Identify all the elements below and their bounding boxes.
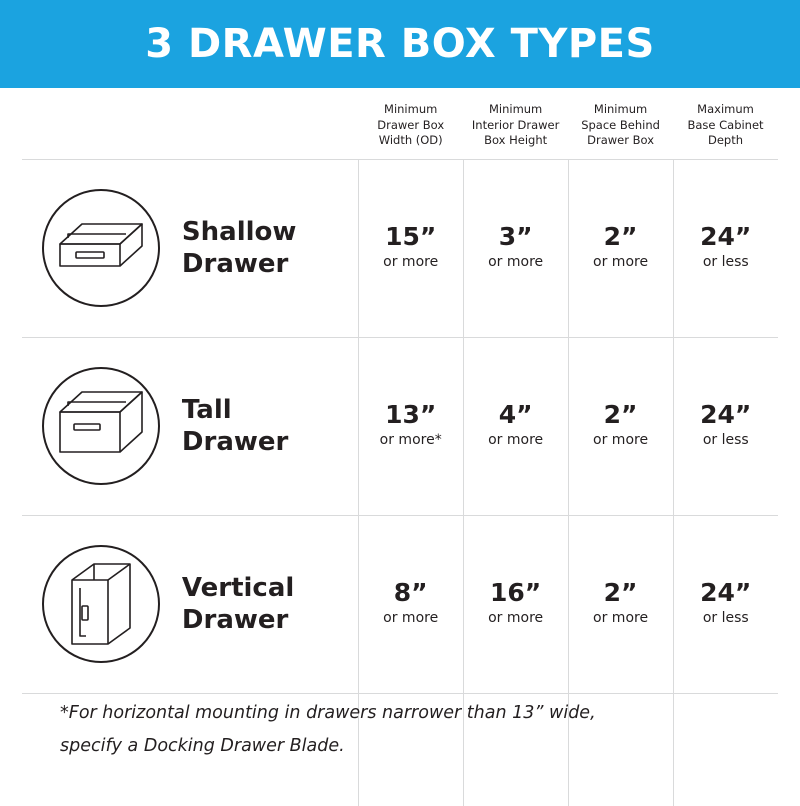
cell-qualifier: or more	[488, 609, 544, 626]
table-row	[22, 337, 778, 515]
page-title: 3 DRAWER BOX TYPES	[145, 21, 655, 67]
column-header-line: Minimum	[488, 102, 543, 116]
cell-value: 24”	[700, 222, 752, 252]
cell-qualifier: or more	[383, 253, 439, 270]
row-icon-shallow-drawer	[22, 159, 180, 337]
cell-vertical-max-depth	[673, 515, 778, 693]
row-label-line: Tall	[181, 394, 232, 425]
cell-value: 3”	[498, 222, 533, 252]
cell-tall-max-depth	[673, 337, 778, 515]
column-header-line: Base Cabinet	[687, 117, 764, 132]
row-label-tall-drawer	[180, 337, 358, 515]
row-icon-tall-drawer	[22, 337, 180, 515]
column-header-space-behind	[568, 88, 673, 159]
row-label-line: Shallow	[181, 216, 297, 247]
cell-value: 2”	[603, 578, 638, 608]
cell-value: 24”	[700, 400, 752, 430]
header-banner	[0, 0, 800, 88]
tall-drawer-icon	[42, 367, 160, 485]
row-icon-vertical-drawer	[22, 515, 180, 693]
vertical-drawer-icon	[42, 545, 160, 663]
cell-tall-min-width	[358, 337, 463, 515]
row-label-line: Drawer	[181, 249, 289, 280]
cell-value: 13”	[385, 400, 437, 430]
cell-qualifier: or less	[702, 253, 749, 270]
cell-shallow-min-height	[463, 159, 568, 337]
cell-value: 24”	[700, 578, 752, 608]
cell-value: 8”	[393, 578, 428, 608]
footnote	[60, 697, 750, 762]
cell-shallow-space-behind	[568, 159, 673, 337]
column-header-name-spacer	[180, 88, 358, 159]
cell-shallow-min-width	[358, 159, 463, 337]
cell-qualifier: or more	[488, 253, 544, 270]
footnote-line: specify a Docking Drawer Blade.	[60, 735, 345, 756]
column-header-max-depth	[673, 88, 778, 159]
cell-qualifier: or less	[702, 609, 749, 626]
cell-value: 2”	[603, 222, 638, 252]
shallow-drawer-icon	[42, 189, 160, 307]
column-header-line: Minimum	[593, 102, 648, 116]
cell-qualifier: or more	[593, 431, 649, 448]
row-label-line: Drawer	[181, 605, 289, 636]
cell-value: 2”	[603, 400, 638, 430]
column-header-line: Width (OD)	[378, 133, 443, 148]
column-header-line: Drawer Box	[587, 133, 654, 148]
column-header-line: Space Behind	[581, 117, 660, 132]
column-header-line: Minimum	[384, 102, 438, 116]
column-header-line: Box Height	[484, 133, 548, 148]
cell-qualifier: or more	[488, 431, 544, 448]
column-header-line: Maximum	[697, 102, 754, 116]
cell-vertical-min-width	[358, 515, 463, 693]
row-label-line: Drawer	[181, 427, 289, 458]
cell-value: 15”	[385, 222, 437, 252]
column-header-row	[22, 88, 778, 159]
cell-qualifier: or more	[383, 609, 439, 626]
cell-shallow-max-depth	[673, 159, 778, 337]
cell-qualifier: or more*	[379, 431, 442, 448]
column-header-line: Drawer Box	[377, 117, 445, 132]
column-header-min-width	[358, 88, 463, 159]
column-header-min-height	[463, 88, 568, 159]
cell-tall-space-behind	[568, 337, 673, 515]
cell-qualifier: or more	[593, 253, 649, 270]
cell-tall-min-height	[463, 337, 568, 515]
footnote-line: *For horizontal mounting in drawers narrower than 13” wide,	[60, 703, 596, 724]
cell-qualifier: or less	[702, 431, 749, 448]
cell-value: 4”	[498, 400, 533, 430]
cell-vertical-space-behind	[568, 515, 673, 693]
table-row	[22, 159, 778, 337]
cell-value: 16”	[490, 578, 542, 608]
column-header-line: Interior Drawer	[471, 117, 560, 132]
column-header-line: Depth	[708, 133, 744, 148]
row-label-vertical-drawer	[180, 515, 358, 693]
cell-qualifier: or more	[593, 609, 649, 626]
cell-vertical-min-height	[463, 515, 568, 693]
column-header-icon-spacer	[22, 88, 180, 159]
table-row	[22, 515, 778, 693]
row-label-shallow-drawer	[180, 159, 358, 337]
row-label-line: Vertical	[181, 572, 295, 603]
